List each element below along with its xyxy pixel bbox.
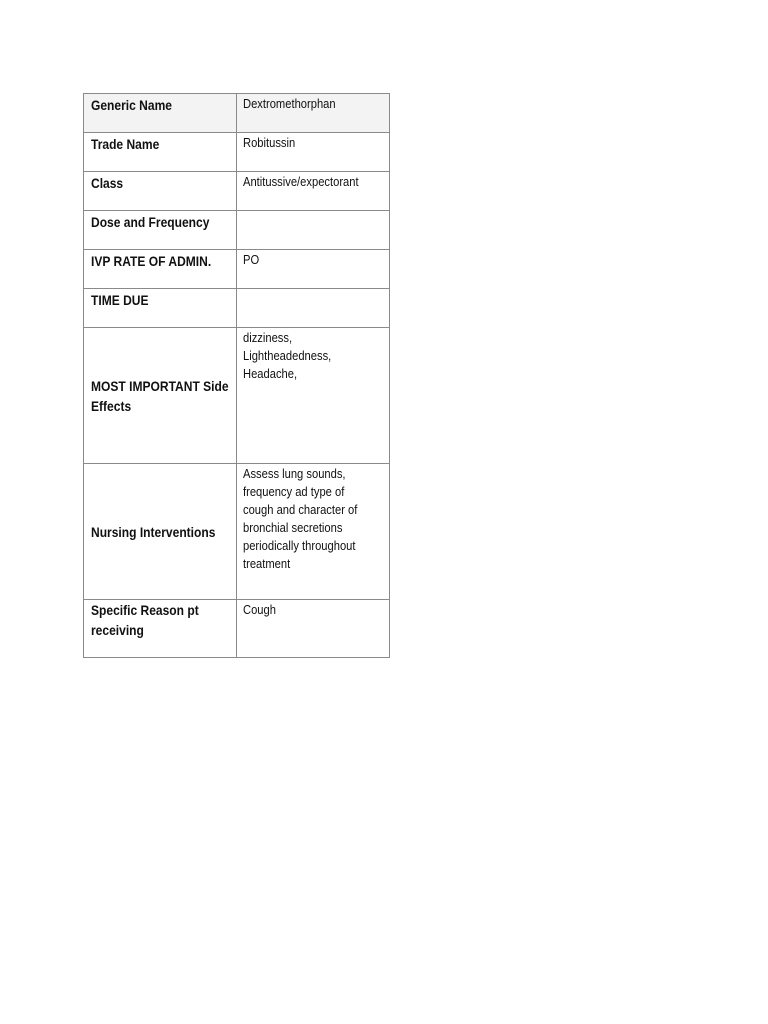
row-ivp-rate	[84, 250, 390, 289]
side-effects-value: dizziness, Lightheadedness, Headache,	[237, 328, 390, 464]
class-value: Antitussive/expectorant	[237, 172, 390, 211]
row-generic-name	[84, 94, 390, 133]
row-trade-name	[84, 133, 390, 172]
time-due-value	[237, 289, 390, 328]
side-effects-label: MOST IMPORTANT Side Effects	[84, 328, 237, 464]
drug-card-table	[83, 93, 390, 658]
ivp-rate-value: PO	[237, 250, 390, 289]
trade-name-label: Trade Name	[84, 133, 237, 172]
specific-reason-label: Specific Reason pt receiving	[84, 600, 237, 658]
row-specific-reason	[84, 600, 390, 658]
row-dose-frequency	[84, 211, 390, 250]
generic-name-value: Dextromethorphan	[237, 94, 390, 133]
row-side-effects	[84, 328, 390, 464]
time-due-label: TIME DUE	[84, 289, 237, 328]
ivp-rate-label: IVP RATE OF ADMIN.	[84, 250, 237, 289]
nursing-interventions-label: Nursing Interventions	[84, 464, 237, 600]
class-label: Class	[84, 172, 237, 211]
nursing-interventions-value: Assess lung sounds, frequency ad type of cough and character of bronchial secretions periodically throughout treatment	[237, 464, 390, 600]
trade-name-value: Robitussin	[237, 133, 390, 172]
specific-reason-value: Cough	[237, 600, 390, 658]
dose-frequency-label: Dose and Frequency	[84, 211, 237, 250]
row-class	[84, 172, 390, 211]
dose-frequency-value	[237, 211, 390, 250]
row-nursing-interventions	[84, 464, 390, 600]
generic-name-label: Generic Name	[84, 94, 237, 133]
row-time-due	[84, 289, 390, 328]
